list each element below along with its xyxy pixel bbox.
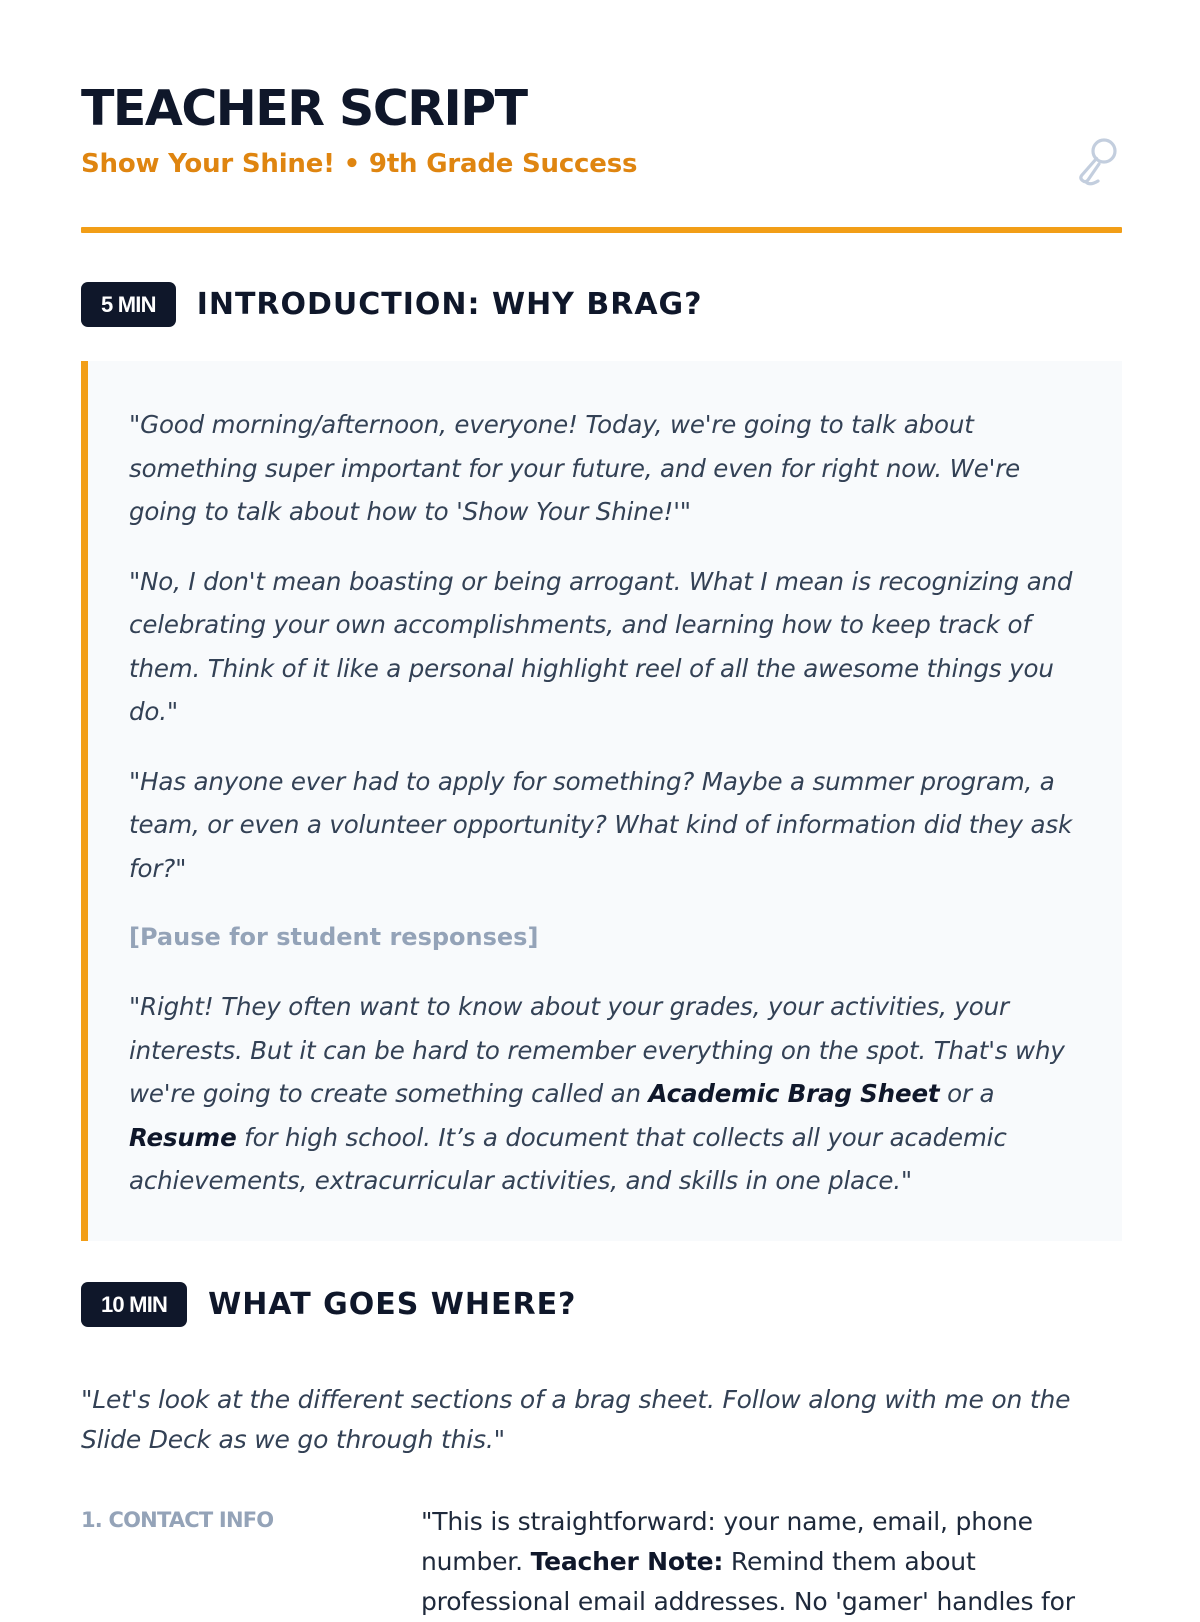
script-paragraph: "Right! They often want to know about your grades, your activities, your interests. But it can be hard to remember everything on the spot. That's why we're going to create something called an Academic Brag Sheet or a Resume for high school. It’s a document that collects all your academic achievements, extracurricular activities, and skills in one place." <box>129 992 1065 1195</box>
microphone-icon <box>1074 134 1124 186</box>
script-paragraph: "Has anyone ever had to apply for something? Maybe a summer program, a team, or even a volunteer opportunity? What kind of information did they ask for?" <box>129 766 1073 883</box>
page-title: TEACHER SCRIPT <box>81 80 527 137</box>
item-description-contact-info: "This is straightforward: your name, email, phone number. Teacher Note: Remind them about professional email addresses. No 'gamer' handles for <box>421 1507 1075 1616</box>
academic-brag-sheet-term: Academic Brag Sheet <box>648 1079 940 1108</box>
item-label-contact-info: 1. CONTACT INFO <box>81 1508 274 1532</box>
section-intro-quote: "Let's look at the different sections of a brag sheet. Follow along with me on the Slide Deck as we go through this." <box>81 1385 1071 1454</box>
time-badge: 5 MIN <box>81 282 176 327</box>
page-subtitle: Show Your Shine! • 9th Grade Success <box>81 149 638 179</box>
section-title: WHAT GOES WHERE? <box>208 1287 577 1322</box>
teacher-note-label: Teacher Note: <box>530 1547 724 1576</box>
pause-direction: [Pause for student responses] <box>129 923 539 951</box>
script-paragraph: "No, I don't mean boasting or being arrogant. What I mean is recognizing and celebrating your own accomplishments, and learning how to keep track of them. Think of it like a personal highlight reel of all the awesome things you do." <box>129 566 1073 726</box>
section-title: INTRODUCTION: WHY BRAG? <box>196 287 703 322</box>
script-paragraph: "Good morning/afternoon, everyone! Today, we're going to talk about something super important for your future, and even for right now. We're going to talk about how to 'Show Your Shine!'" <box>129 410 1021 526</box>
time-badge: 10 MIN <box>81 1282 187 1327</box>
section-header-what-goes-where <box>81 1282 576 1327</box>
resume-term: Resume <box>129 1122 237 1152</box>
header-divider <box>81 227 1122 233</box>
section-header-introduction <box>81 282 703 327</box>
script-callout <box>81 361 1122 1241</box>
